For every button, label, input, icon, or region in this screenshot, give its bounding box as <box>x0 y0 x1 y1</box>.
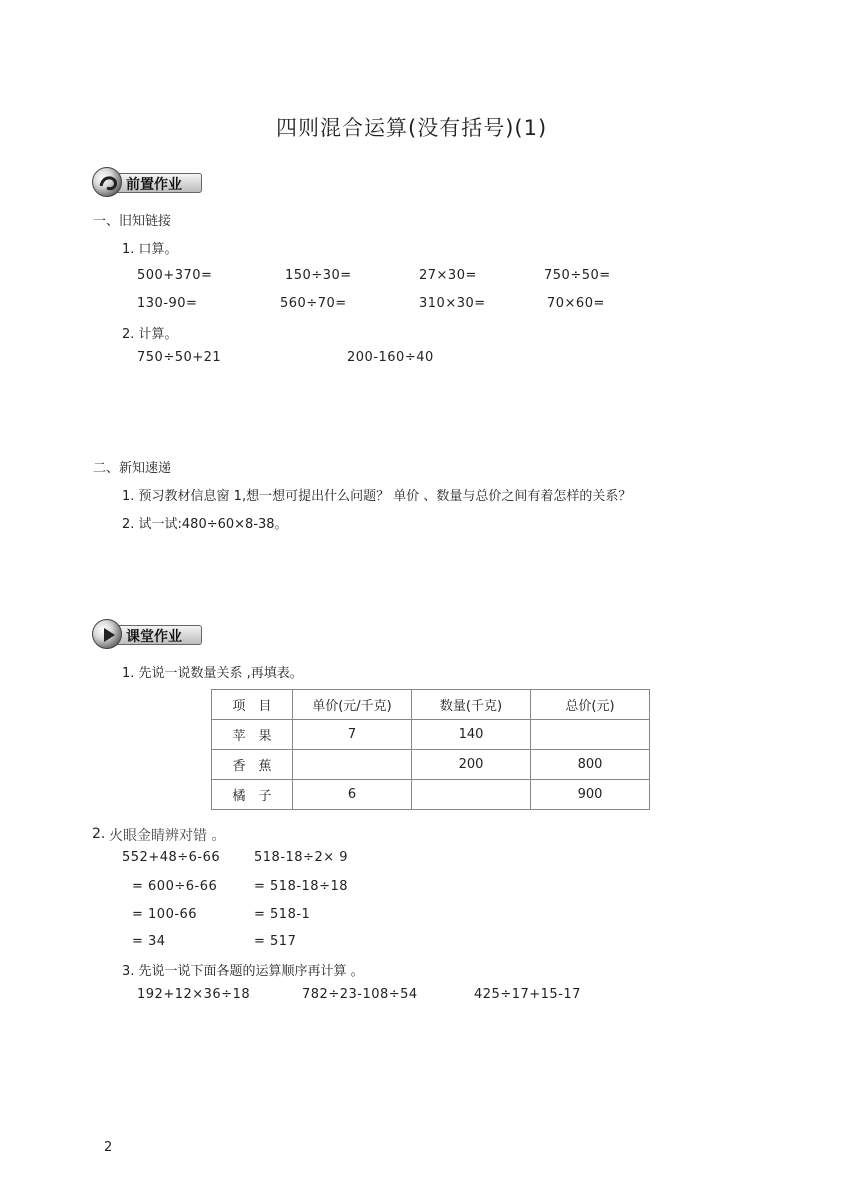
order-expression: 425÷17+15-17 <box>474 987 581 1002</box>
right-calc-step: = 517 <box>254 934 297 949</box>
calc-expression: 750÷50+21 <box>137 350 222 365</box>
right-calc-step: 518-18÷2× 9 <box>254 850 349 865</box>
judge-question-number: 2. <box>92 826 106 842</box>
table-header: 数量(千克) <box>412 690 531 720</box>
oral-item: 150÷30= <box>285 268 352 283</box>
oral-item: 70×60= <box>547 296 605 311</box>
left-calc-step: 552+48÷6-66 <box>122 850 221 865</box>
left-calc-step: = 600÷6-66 <box>132 879 218 894</box>
table-cell <box>412 780 531 810</box>
price-table <box>211 689 650 810</box>
table-header-row <box>212 690 650 720</box>
oral-item: 310×30= <box>419 296 486 311</box>
table-cell: 140 <box>412 720 531 750</box>
table-row <box>212 720 650 750</box>
oral-item: 27×30= <box>419 268 477 283</box>
swirl-icon <box>92 167 122 197</box>
preview-question: 1. 预习教材信息窗 1,想一想可提出什么问题？ 单价 、数量与总价之间有着怎样的关系？ <box>122 489 632 504</box>
table-cell: 200 <box>412 750 531 780</box>
table-header: 单价(元/千克) <box>293 690 412 720</box>
oral-item: 500+370= <box>137 268 213 283</box>
right-calc-step: = 518-18÷18 <box>254 879 349 894</box>
oral-calc-label: 1. 口算。 <box>122 242 178 257</box>
section-heading-review: 一、旧知链接 <box>93 214 172 229</box>
table-cell: 橘 子 <box>212 780 293 810</box>
calc-expression: 200-160÷40 <box>347 350 434 365</box>
table-cell: 苹 果 <box>212 720 293 750</box>
pre-homework-badge: 前置作业 <box>92 167 208 197</box>
oral-item: 560÷70= <box>280 296 347 311</box>
table-cell: 香 蕉 <box>212 750 293 780</box>
section-heading-preview: 二、新知速递 <box>93 461 172 476</box>
order-expression: 782÷23-108÷54 <box>302 987 418 1002</box>
table-header: 项 目 <box>212 690 293 720</box>
try-question: 2. 试一试:480÷60×8-38。 <box>122 517 288 532</box>
page-title: 四则混合运算(没有括号)(1) <box>276 116 548 140</box>
table-cell: 900 <box>531 780 650 810</box>
table-question: 1. 先说一说数量关系 ,再填表。 <box>122 666 303 681</box>
table-cell <box>531 720 650 750</box>
table-cell <box>293 750 412 780</box>
right-calc-step: = 518-1 <box>254 907 311 922</box>
order-expression: 192+12×36÷18 <box>137 987 251 1002</box>
table-row <box>212 780 650 810</box>
left-calc-step: = 100-66 <box>132 907 198 922</box>
left-calc-step: = 34 <box>132 934 166 949</box>
table-cell: 7 <box>293 720 412 750</box>
calc-label: 2. 计算。 <box>122 327 178 342</box>
table-cell: 6 <box>293 780 412 810</box>
table-row <box>212 750 650 780</box>
judge-question: 火眼金睛辨对错 。 <box>109 828 226 844</box>
oral-item: 750÷50= <box>544 268 611 283</box>
page-number: 2 <box>104 1140 113 1155</box>
table-cell: 800 <box>531 750 650 780</box>
oral-item: 130-90= <box>137 296 198 311</box>
table-header: 总价(元) <box>531 690 650 720</box>
order-question: 3. 先说一说下面各题的运算顺序再计算 。 <box>122 964 364 979</box>
classwork-badge: 课堂作业 <box>92 619 208 649</box>
play-icon <box>92 619 122 649</box>
